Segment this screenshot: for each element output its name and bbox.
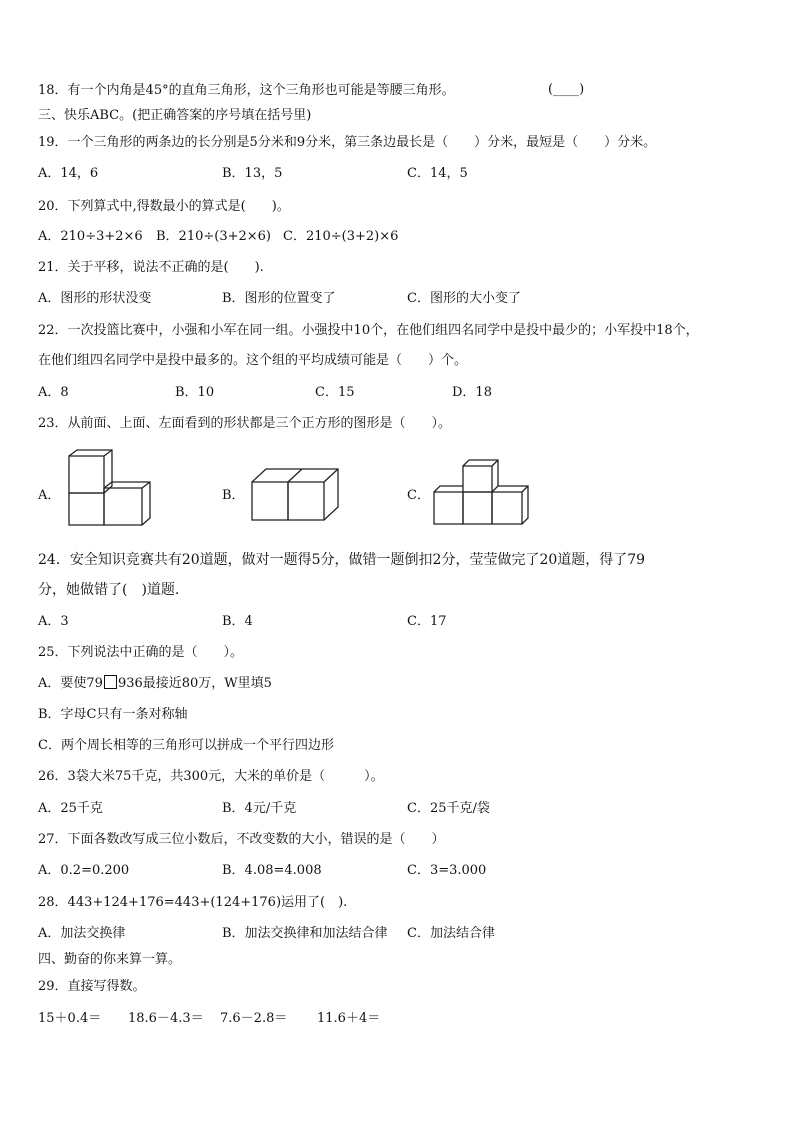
q25-option-a-prefix: A．要使79 xyxy=(38,676,103,691)
q28-text: 28．443+124+176=443+(124+176)运用了( ). xyxy=(38,895,348,910)
q22-text-line1: 22．一次投篮比赛中，小强和小军在同一组。小强投中10个，在他们组四名同学中是投中最少的；小军投中18个， xyxy=(38,323,699,338)
q25-option-a[interactable] xyxy=(38,675,272,693)
q26-option-a[interactable]: A．25千克 xyxy=(38,801,103,816)
q25-option-b[interactable]: B．字母C只有一条对称轴 xyxy=(38,707,188,722)
q27-option-c[interactable]: C．3=3.000 xyxy=(407,863,487,878)
digit-box xyxy=(104,675,117,689)
q23-text: 23．从前面、上面、左面看到的形状都是三个正方形的图形是（ ）。 xyxy=(38,416,452,431)
section3-heading: 三、快乐ABC。(把正确答案的序号填在括号里) xyxy=(38,108,312,123)
q23-option-a-label[interactable]: A． xyxy=(38,488,61,503)
q20-text: 20．下列算式中,得数最小的算式是( )。 xyxy=(38,199,290,214)
q20-option-a[interactable]: A．210÷3+2×6 xyxy=(38,229,143,244)
q27-text: 27．下面各数改写成三位小数后，不改变数的大小，错误的是（ ） xyxy=(38,832,445,847)
q23-figure-b-cubes[interactable] xyxy=(248,462,340,524)
q29-item-2[interactable]: 18.6－4.3＝ xyxy=(128,1011,204,1026)
q23-figure-c-cubes[interactable] xyxy=(430,456,532,528)
q23-option-c-label[interactable]: C． xyxy=(407,488,430,503)
q19-option-c[interactable]: C．14，5 xyxy=(407,166,468,181)
q24-option-c[interactable]: C．17 xyxy=(407,614,447,629)
q24-text-line2: 分，她做错了( )道题. xyxy=(38,582,180,598)
q28-option-a[interactable]: A．加法交换律 xyxy=(38,926,126,941)
q28-option-c[interactable]: C．加法结合律 xyxy=(407,926,495,941)
q29-text: 29．直接写得数。 xyxy=(38,979,146,994)
q23-figure-a-cubes[interactable] xyxy=(64,448,156,528)
q22-option-c[interactable]: C．15 xyxy=(315,385,355,400)
section4-heading: 四、勤奋的你来算一算。 xyxy=(38,952,182,967)
q20-option-c[interactable]: C．210÷(3+2)×6 xyxy=(283,229,399,244)
q26-text: 26．3袋大米75千克，共300元，大米的单价是（ ）。 xyxy=(38,769,384,784)
q20-option-b[interactable]: B．210÷(3+2×6) xyxy=(156,229,272,244)
q18-text: 18．有一个内角是45°的直角三角形，这个三角形也可能是等腰三角形。 xyxy=(38,83,455,98)
q21-text: 21．关于平移，说法不正确的是( ). xyxy=(38,260,264,275)
q25-option-c[interactable]: C．两个周长相等的三角形可以拼成一个平行四边形 xyxy=(38,738,334,753)
q24-option-a[interactable]: A．3 xyxy=(38,614,69,629)
q21-option-b[interactable]: B．图形的位置变了 xyxy=(222,291,336,306)
q22-option-b[interactable]: B．10 xyxy=(175,385,215,400)
q29-item-1[interactable]: 15＋0.4＝ xyxy=(38,1011,102,1026)
q18-answer-blank[interactable]: (____) xyxy=(548,82,585,97)
q19-option-a[interactable]: A．14，6 xyxy=(38,166,99,181)
q23-option-b-label[interactable]: B． xyxy=(222,488,245,503)
q26-option-b[interactable]: B．4元/千克 xyxy=(222,801,297,816)
q19-text: 19．一个三角形的两条边的长分别是5分米和9分米，第三条边最长是（ ）分米，最短是（ ）分米。 xyxy=(38,135,657,150)
q21-option-a[interactable]: A．图形的形状没变 xyxy=(38,291,152,306)
q26-option-c[interactable]: C．25千克/袋 xyxy=(407,801,490,816)
q24-option-b[interactable]: B．4 xyxy=(222,614,253,629)
q27-option-b[interactable]: B．4.08=4.008 xyxy=(222,863,322,878)
q22-text-line2: 在他们组四名同学中是投中最多的。这个组的平均成绩可能是（ ）个。 xyxy=(38,353,468,368)
q24-text-line1: 24．安全知识竞赛共有20道题，做对一题得5分，做错一题倒扣2分，莹莹做完了20道题，得了79 xyxy=(38,552,646,568)
q22-option-a[interactable]: A．8 xyxy=(38,385,69,400)
q25-text: 25．下列说法中正确的是（ ）。 xyxy=(38,645,244,660)
q29-item-3[interactable]: 7.6－2.8＝ xyxy=(220,1011,288,1026)
q25-option-a-suffix: 936最接近80万，W里填5 xyxy=(117,676,272,691)
q27-option-a[interactable]: A．0.2=0.200 xyxy=(38,863,130,878)
q22-option-d[interactable]: D．18 xyxy=(452,385,492,400)
q29-item-4[interactable]: 11.6＋4＝ xyxy=(317,1011,381,1026)
q21-option-c[interactable]: C．图形的大小变了 xyxy=(407,291,521,306)
q19-option-b[interactable]: B．13，5 xyxy=(222,166,283,181)
q28-option-b[interactable]: B．加法交换律和加法结合律 xyxy=(222,926,388,941)
